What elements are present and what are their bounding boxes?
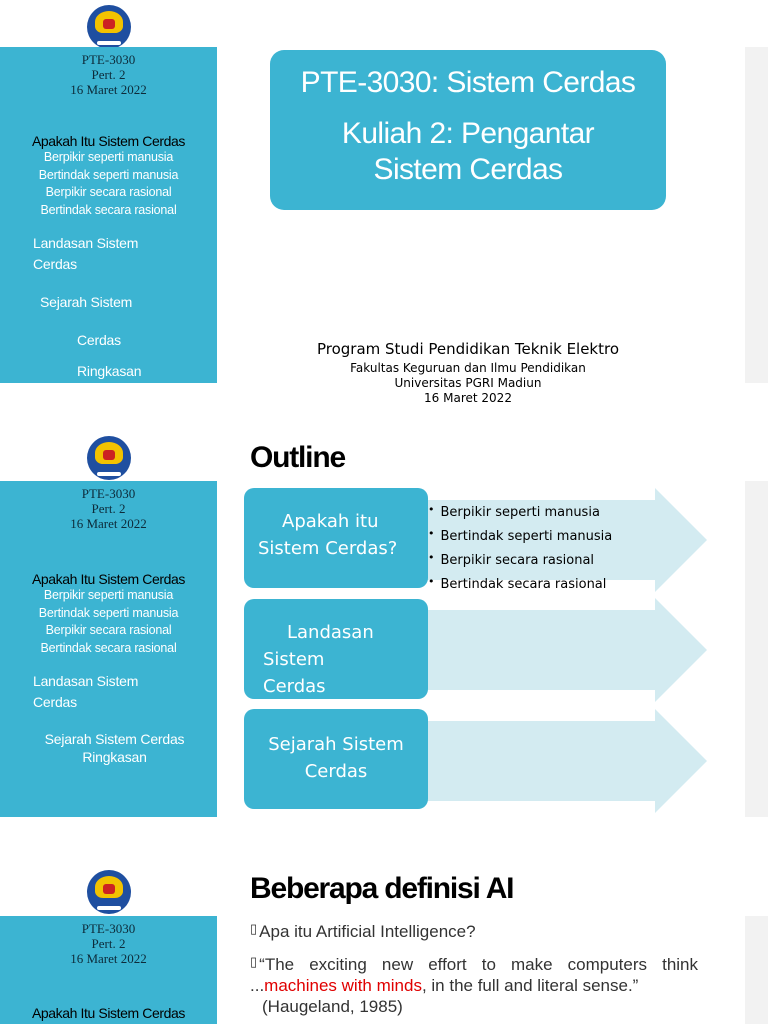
meeting-number: Pert. 2 — [91, 936, 126, 951]
sidebar-date: 16 Maret 2022 — [70, 516, 147, 531]
course-code: PTE-3030 — [81, 486, 136, 501]
quote-text-end: , in the full and literal sense.” — [421, 976, 639, 995]
university-logo — [87, 870, 131, 914]
sidebar-header — [0, 481, 217, 531]
quote-text: “The exciting new effort to make computers think ... — [250, 955, 698, 995]
sidebar-sub-item: Bertindak seperti manusia — [38, 167, 179, 182]
sidebar-sub-item: Berpikir seperti manusia — [43, 150, 174, 164]
outline-arrow-3 — [417, 709, 707, 819]
sidebar-item-ringkasan: Ringkasan — [82, 748, 147, 765]
outline-bullet: • Berpikir seperti manusia — [428, 499, 612, 523]
bullet-symbol-icon: ▯ — [250, 954, 258, 969]
sidebar-item-ringkasan: Ringkasan — [77, 363, 142, 379]
definition-bullet-1 — [250, 921, 476, 942]
outline-box-landasan — [244, 599, 428, 699]
sidebar-section-title: Apakah Itu Sistem Cerdas — [31, 1005, 186, 1021]
lecture-title-line1: Kuliah 2: Pengantar — [341, 117, 595, 150]
slide-sidebar — [0, 916, 217, 1024]
sidebar-sub-item: Bertindak secara rasional — [40, 640, 177, 655]
university-logo — [87, 5, 131, 49]
title-box — [270, 50, 666, 210]
bullet-symbol-icon: ▯ — [250, 921, 258, 936]
slide-title — [0, 0, 768, 433]
sidebar-item-sejarah-2: Cerdas — [77, 332, 121, 348]
outline-box-label: Landasan Sistem Cerdas — [263, 622, 374, 697]
slide-sidebar — [0, 481, 217, 817]
outline-box-label: Sejarah Sistem Cerdas — [268, 734, 404, 782]
sidebar-item-landasan: Landasan Sistem Cerdas — [33, 673, 139, 710]
right-strip — [745, 481, 768, 817]
definition-bullet-2 — [250, 951, 698, 1017]
slide-footer — [250, 340, 686, 405]
meeting-number: Pert. 2 — [91, 501, 126, 516]
footer-date: 16 Maret 2022 — [424, 391, 512, 405]
quote-highlight: machines with minds — [264, 976, 422, 995]
slide-heading: Outline — [250, 441, 345, 474]
outline-arrow-2 — [417, 598, 707, 708]
outline-box-label: Apakah itu Sistem Cerdas? — [258, 511, 398, 559]
right-strip — [745, 916, 768, 1024]
slide-sidebar — [0, 47, 217, 383]
slide-outline — [0, 433, 768, 866]
sidebar-item-landasan: Landasan Sistem Cerdas — [33, 235, 139, 272]
study-program: Program Studi Pendidikan Teknik Elektro — [316, 340, 620, 358]
sidebar-header — [0, 47, 217, 97]
sidebar-sub-item: Berpikir secara rasional — [45, 185, 172, 199]
sidebar-sub-item: Berpikir seperti manusia — [43, 588, 174, 602]
university: Universitas PGRI Madiun — [394, 376, 542, 390]
university-logo — [87, 436, 131, 480]
sidebar-sub-item: Berpikir secara rasional — [45, 623, 172, 637]
course-code: PTE-3030 — [81, 52, 136, 67]
lecture-title-line2: Sistem Cerdas — [373, 153, 563, 186]
sidebar-item-sejarah-1: Sejarah Sistem — [40, 294, 133, 310]
quote-citation: (Haugeland, 1985) — [262, 997, 403, 1016]
definition-question: Apa itu Artificial Intelligence? — [259, 922, 476, 941]
outline-bullet: • Bertindak secara rasional — [428, 571, 612, 595]
course-title: PTE-3030: Sistem Cerdas — [300, 66, 636, 99]
slide-definitions — [0, 866, 768, 1024]
outline-bullet: • Berpikir secara rasional — [428, 547, 612, 571]
outline-box-definition — [244, 488, 428, 588]
sidebar-section-title: Apakah Itu Sistem Cerdas — [31, 133, 186, 149]
outline-box-sejarah — [244, 709, 428, 809]
course-code: PTE-3030 — [81, 921, 136, 936]
outline-bullets — [428, 499, 612, 595]
sidebar-date: 16 Maret 2022 — [70, 82, 147, 97]
sidebar-date: 16 Maret 2022 — [70, 951, 147, 966]
sidebar-section-title: Apakah Itu Sistem Cerdas — [31, 571, 186, 587]
faculty: Fakultas Keguruan dan Ilmu Pendidikan — [350, 361, 586, 375]
sidebar-header — [0, 916, 217, 966]
sidebar-sub-item: Bertindak secara rasional — [40, 202, 177, 217]
slide-heading: Beberapa definisi AI — [250, 872, 514, 905]
sidebar-item-sejarah: Sejarah Sistem Cerdas — [44, 731, 185, 747]
sidebar-sub-item: Bertindak seperti manusia — [38, 605, 179, 620]
right-strip — [745, 47, 768, 383]
meeting-number: Pert. 2 — [91, 67, 126, 82]
outline-bullet: • Bertindak seperti manusia — [428, 523, 612, 547]
